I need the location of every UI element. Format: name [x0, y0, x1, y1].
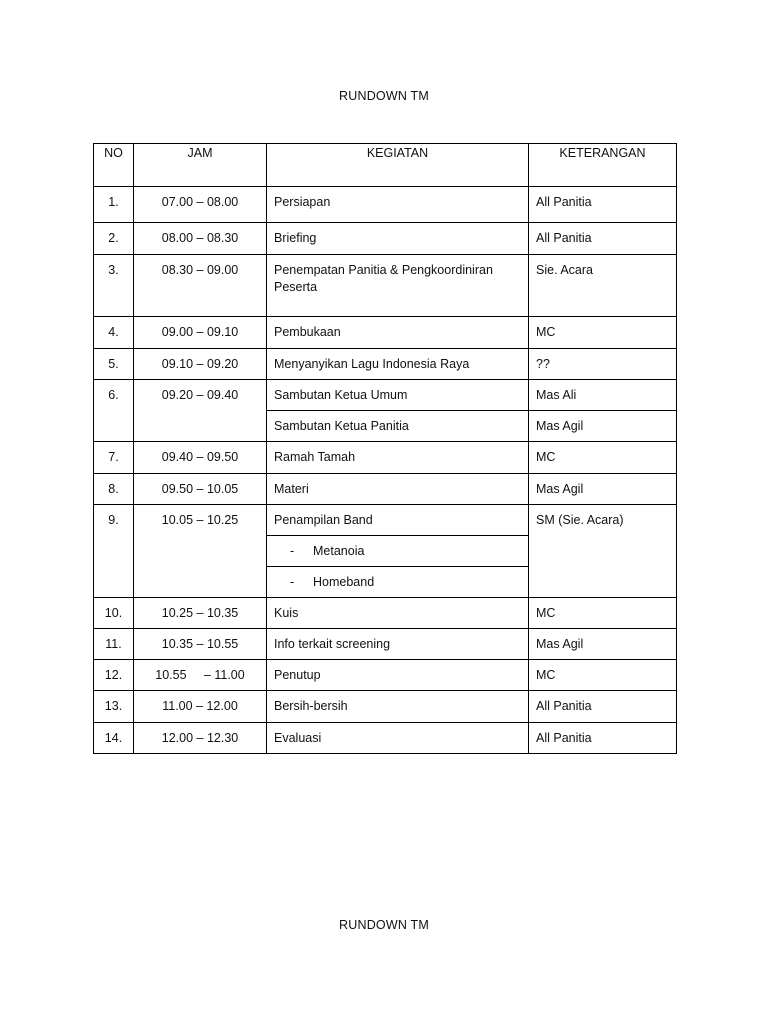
header-kegiatan: KEGIATAN [267, 144, 529, 187]
table-row [94, 505, 677, 536]
table-row [94, 442, 677, 474]
cell-no: 1. [94, 187, 134, 223]
table-row [94, 255, 677, 317]
cell-jam: 11.00 – 12.00 [134, 691, 267, 723]
cell-jam: 08.30 – 09.00 [134, 255, 267, 317]
cell-no: 14. [94, 723, 134, 754]
bullet-dash: - [290, 575, 295, 589]
cell-keterangan: Sie. Acara [529, 255, 677, 317]
cell-no: 11. [94, 629, 134, 660]
cell-kegiatan: Penampilan Band [267, 505, 529, 536]
cell-jam: 10.25 – 10.35 [134, 598, 267, 629]
cell-no: 9. [94, 505, 134, 598]
cell-jam: 09.10 – 09.20 [134, 349, 267, 380]
cell-jam: 09.20 – 09.40 [134, 380, 267, 442]
table-row [94, 691, 677, 723]
cell-kegiatan-sub [267, 567, 529, 598]
cell-no: 8. [94, 474, 134, 505]
cell-no: 12. [94, 660, 134, 691]
cell-kegiatan: Penempatan Panitia & Pengkoordiniran Peserta [267, 255, 529, 317]
cell-jam: 09.00 – 09.10 [134, 317, 267, 349]
cell-kegiatan-sub [267, 536, 529, 567]
table-row [94, 629, 677, 660]
cell-keterangan: All Panitia [529, 723, 677, 754]
cell-keterangan: All Panitia [529, 187, 677, 223]
cell-jam: 08.00 – 08.30 [134, 223, 267, 255]
page-title-repeat: RUNDOWN TM [339, 918, 429, 932]
cell-keterangan: SM (Sie. Acara) [529, 505, 677, 598]
cell-kegiatan: Ramah Tamah [267, 442, 529, 474]
table-row [94, 187, 677, 223]
bullet-dash: - [290, 544, 295, 558]
cell-jam: 09.40 – 09.50 [134, 442, 267, 474]
cell-jam: 10.35 – 10.55 [134, 629, 267, 660]
table-row [94, 474, 677, 505]
table-row [94, 723, 677, 754]
cell-keterangan: MC [529, 660, 677, 691]
cell-kegiatan: Bersih-bersih [267, 691, 529, 723]
cell-no: 10. [94, 598, 134, 629]
header-no: NO [94, 144, 134, 187]
cell-keterangan: MC [529, 442, 677, 474]
cell-kegiatan: Info terkait screening [267, 629, 529, 660]
sub-item-label: Homeband [313, 575, 375, 589]
table-row [94, 349, 677, 380]
cell-no: 13. [94, 691, 134, 723]
cell-keterangan: Mas Ali [529, 380, 677, 411]
table-row [94, 660, 677, 691]
cell-jam: 09.50 – 10.05 [134, 474, 267, 505]
cell-jam: 10.55 – 11.00 [134, 660, 267, 691]
cell-no: 5. [94, 349, 134, 380]
table-row [94, 317, 677, 349]
cell-kegiatan: Evaluasi [267, 723, 529, 754]
cell-jam: 07.00 – 08.00 [134, 187, 267, 223]
rundown-table [93, 143, 677, 754]
cell-kegiatan: Persiapan [267, 187, 529, 223]
cell-kegiatan: Menyanyikan Lagu Indonesia Raya [267, 349, 529, 380]
cell-kegiatan: Sambutan Ketua Umum [267, 380, 529, 411]
cell-keterangan: MC [529, 598, 677, 629]
cell-keterangan: MC [529, 317, 677, 349]
header-keterangan: KETERANGAN [529, 144, 677, 187]
cell-no: 2. [94, 223, 134, 255]
cell-jam: 12.00 – 12.30 [134, 723, 267, 754]
cell-keterangan: All Panitia [529, 223, 677, 255]
table-row [94, 380, 677, 411]
table-header-row [94, 144, 677, 187]
sub-item-label: Metanoia [313, 544, 365, 558]
cell-no: 3. [94, 255, 134, 317]
cell-kegiatan: Kuis [267, 598, 529, 629]
page-title: RUNDOWN TM [339, 89, 429, 103]
cell-no: 6. [94, 380, 134, 442]
header-jam: JAM [134, 144, 267, 187]
cell-kegiatan: Sambutan Ketua Panitia [267, 411, 529, 442]
cell-keterangan: All Panitia [529, 691, 677, 723]
table-row [94, 223, 677, 255]
cell-kegiatan: Materi [267, 474, 529, 505]
cell-keterangan: ?? [529, 349, 677, 380]
cell-kegiatan: Briefing [267, 223, 529, 255]
cell-no: 4. [94, 317, 134, 349]
cell-kegiatan: Penutup [267, 660, 529, 691]
cell-kegiatan: Pembukaan [267, 317, 529, 349]
table-row [94, 598, 677, 629]
cell-keterangan: Mas Agil [529, 629, 677, 660]
cell-keterangan: Mas Agil [529, 474, 677, 505]
cell-jam: 10.05 – 10.25 [134, 505, 267, 598]
cell-no: 7. [94, 442, 134, 474]
cell-keterangan: Mas Agil [529, 411, 677, 442]
